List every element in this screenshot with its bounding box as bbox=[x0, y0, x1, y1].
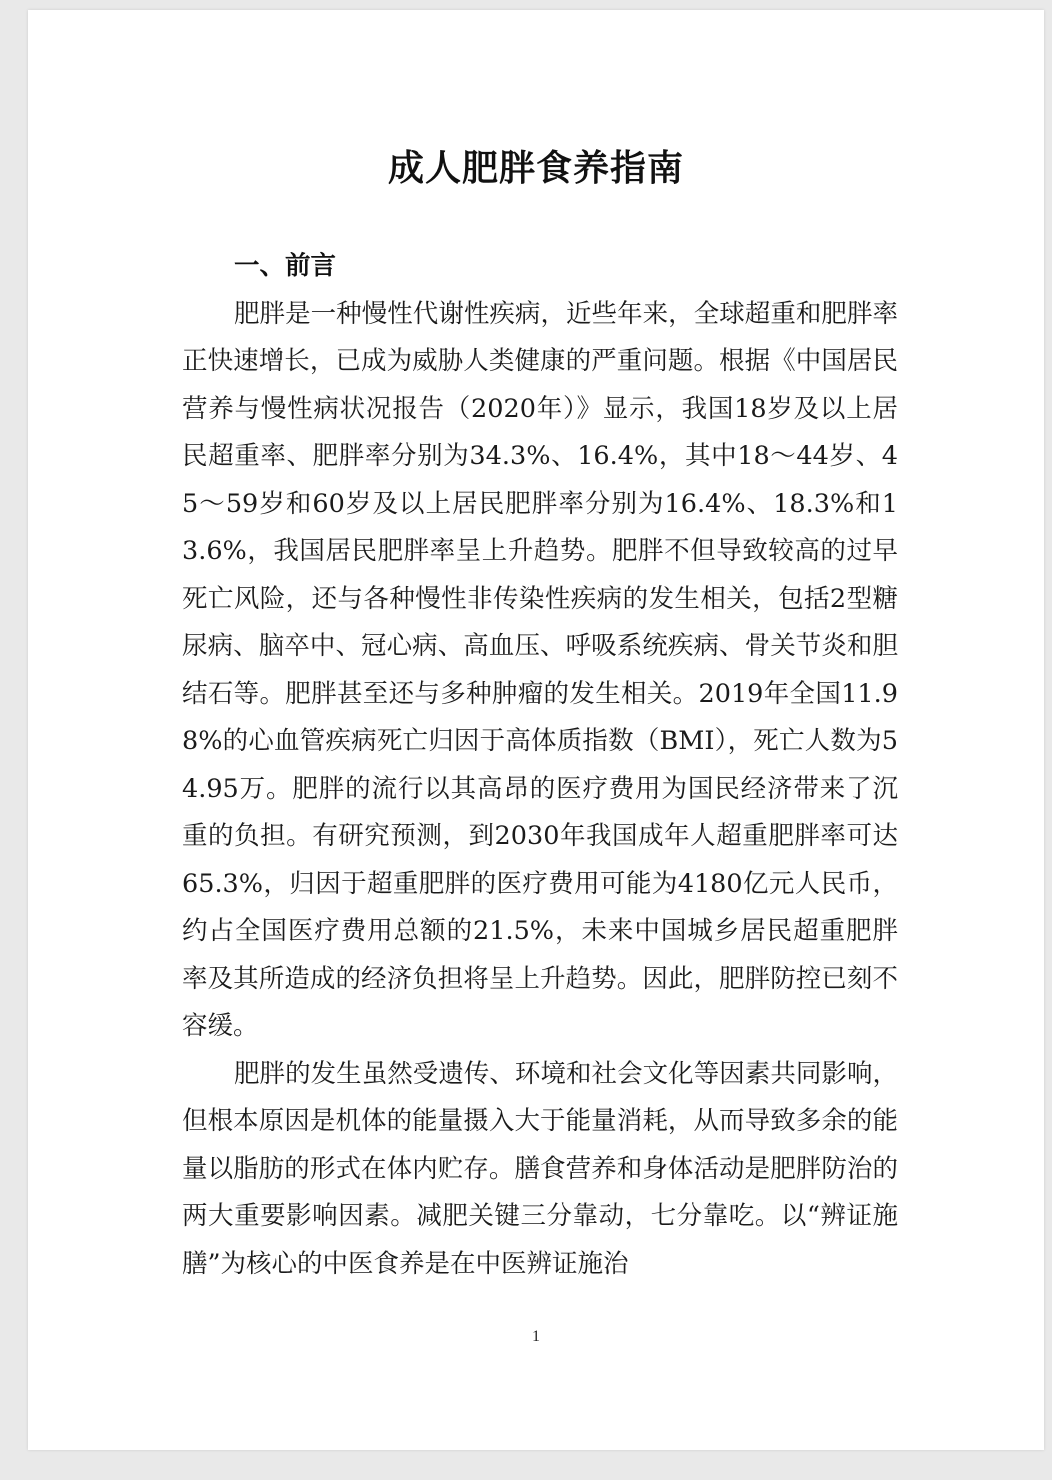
paragraph-2: 肥胖的发生虽然受遗传、环境和社会文化等因素共同影响，但根本原因是机体的能量摄入大于能量消耗，从而导致多余的能量以脂肪的形式在体内贮存。膳食营养和身体活动是肥胖防治的两大重要影响因素。减肥关键三分靠动，七分靠吃。以“辨证施膳”为核心的中医食养是在中医辨证施治 bbox=[182, 1058, 898, 1279]
section-heading: 一、前言 bbox=[234, 251, 337, 281]
page-number: 1 bbox=[532, 1328, 540, 1345]
document-page bbox=[28, 10, 1044, 1450]
document-body bbox=[182, 243, 898, 1288]
paragraph-1: 肥胖是一种慢性代谢性疾病，近些年来，全球超重和肥胖率正快速增长，已成为威胁人类健康的严重问题。根据《中国居民营养与慢性病状况报告（2020年）》显示，我国18岁及以上居民超重率、肥胖率分别为34.3%、16.4%，其中18～44岁、45～59岁和60岁及以上居民肥胖率分别为16.4%、18.3%和13.6%，我国居民肥胖率呈上升趋势。肥胖不但导致较高的过早死亡风险，还与各种慢性非传染性疾病的发生相关，包括2型糖尿病、脑卒中、冠心病、高血压、呼吸系统疾病、骨关节炎和胆结石等。肥胖甚至还与多种肿瘤的发生相关。2019年全国11.98%的心血管疾病死亡归因于高体质指数（BMI），死亡人数为54.95万。肥胖的流行以其高昂的医疗费用为国民经济带来了沉重的负担。有研究预测，到2030年我国成年人超重肥胖率可达65.3%，归因于超重肥胖的医疗费用可能为4180亿元人民币，约占全国医疗费用总额的21.5%，未来中国城乡居民超重肥胖率及其所造成的经济负担将呈上升趋势。因此，肥胖防控已刻不容缓。 bbox=[182, 298, 898, 1041]
document-title: 成人肥胖食养指南 bbox=[387, 147, 684, 189]
